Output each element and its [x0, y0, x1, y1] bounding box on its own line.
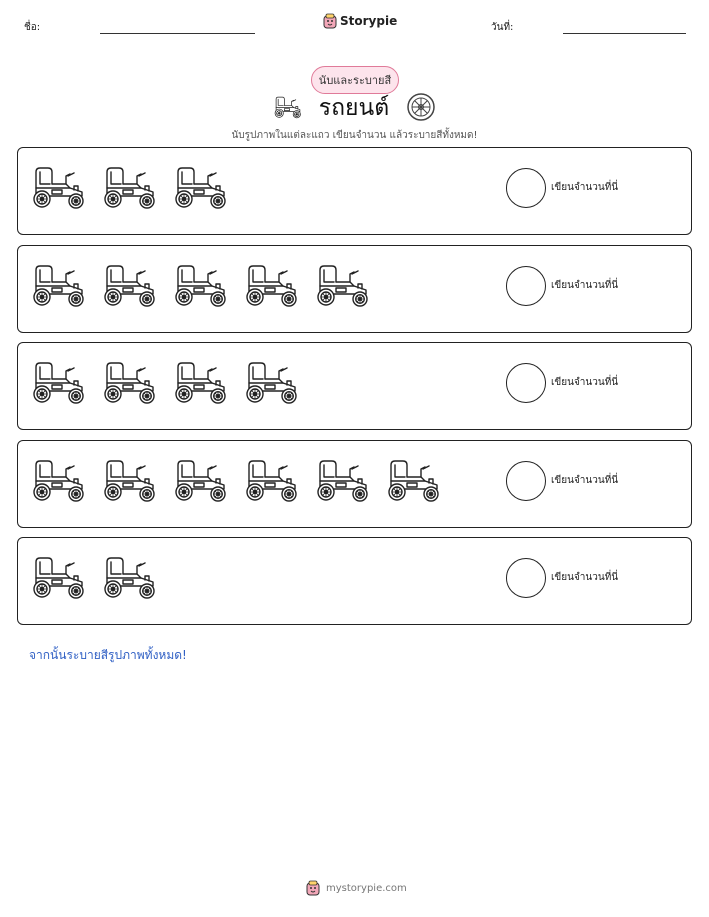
- category-tag: นับและระบายสี: [311, 66, 399, 94]
- color-instruction: จากนั้นระบายสีรูปภาพทั้งหมด!: [29, 648, 187, 662]
- answer-label: เขียนจำนวนที่นี่: [551, 182, 619, 193]
- tractor-car-icon: [30, 457, 88, 503]
- brand-name: Storypie: [340, 14, 398, 28]
- storypie-mascot-icon: [323, 13, 337, 29]
- name-label: ชื่อ:: [24, 22, 41, 33]
- wheel-icon: [406, 92, 436, 122]
- tractor-car-icon: [243, 359, 301, 405]
- storypie-mascot-icon: [306, 880, 320, 896]
- answer-circle[interactable]: [506, 461, 546, 501]
- picture-group: [30, 359, 301, 405]
- picture-group: [30, 457, 443, 503]
- tractor-car-icon: [101, 359, 159, 405]
- answer-circle[interactable]: [506, 168, 546, 208]
- tractor-car-icon: [172, 262, 230, 308]
- picture-group: [30, 554, 159, 600]
- tractor-car-icon: [273, 95, 303, 119]
- answer-label: เขียนจำนวนที่นี่: [551, 475, 619, 486]
- tractor-car-icon: [243, 262, 301, 308]
- count-row: [17, 440, 692, 528]
- answer-circle[interactable]: [506, 266, 546, 306]
- footer-brand: [306, 880, 407, 896]
- tractor-car-icon: [101, 164, 159, 210]
- tractor-car-icon: [172, 359, 230, 405]
- count-row: [17, 342, 692, 430]
- tractor-car-icon: [30, 262, 88, 308]
- storypie-brand: [323, 13, 397, 29]
- tractor-car-icon: [101, 554, 159, 600]
- count-row: [17, 147, 692, 235]
- tractor-car-icon: [30, 359, 88, 405]
- answer-circle[interactable]: [506, 363, 546, 403]
- tractor-car-icon: [101, 457, 159, 503]
- tractor-car-icon: [243, 457, 301, 503]
- count-row: [17, 537, 692, 625]
- tractor-car-icon: [172, 164, 230, 210]
- answer-circle[interactable]: [506, 558, 546, 598]
- tractor-car-icon: [30, 554, 88, 600]
- tractor-car-icon: [385, 457, 443, 503]
- tractor-car-icon: [101, 262, 159, 308]
- answer-label: เขียนจำนวนที่นี่: [551, 377, 619, 388]
- answer-label: เขียนจำนวนที่นี่: [551, 280, 619, 291]
- instructions: นับรูปภาพในแต่ละแถว เขียนจำนวน แล้วระบายสีทั้งหมด!: [231, 130, 478, 141]
- tractor-car-icon: [314, 262, 372, 308]
- page-title: รถยนต์: [318, 95, 390, 121]
- picture-group: [30, 164, 230, 210]
- count-row: [17, 245, 692, 333]
- date-line[interactable]: [563, 33, 686, 34]
- tractor-car-icon: [172, 457, 230, 503]
- answer-label: เขียนจำนวนที่นี่: [551, 572, 619, 583]
- tractor-car-icon: [30, 164, 88, 210]
- tractor-car-icon: [314, 457, 372, 503]
- name-line[interactable]: [100, 33, 255, 34]
- footer-site[interactable]: mystorypie.com: [326, 882, 407, 894]
- date-label: วันที่:: [491, 22, 514, 33]
- picture-group: [30, 262, 372, 308]
- title-row: [270, 92, 440, 124]
